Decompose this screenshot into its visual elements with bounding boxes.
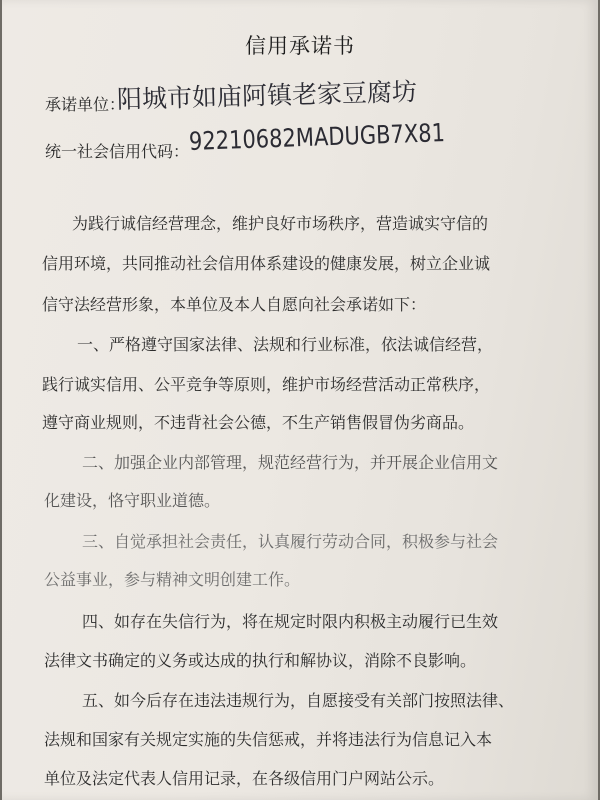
item-2-line-1: 二、加强企业内部管理，规范经营行为，并开展企业信用文 — [82, 453, 499, 472]
item-4-line-1: 四、如存在失信行为，将在规定时限内积极主动履行已生效 — [82, 612, 499, 631]
intro-line-2: 信用环境，共同推动社会信用体系建设的健康发展，树立企业诚 — [42, 254, 491, 273]
document-title: 信用承诺书 — [245, 34, 355, 58]
item-1-line-1: 一、严格遵守国家法律、法规和行业标准，依法诚信经营， — [77, 335, 494, 354]
unit-name-handwritten: 阳城市如庙阿镇老家豆腐坊 — [116, 77, 418, 114]
credit-code-label: 统一社会信用代码： — [45, 142, 190, 161]
item-1-line-3: 遵守商业规则，不违背社会公德，不生产销售假冒伪劣商品。 — [42, 413, 475, 432]
intro-line-3: 信守法经营形象，本单位及本人自愿向社会承诺如下： — [42, 295, 427, 314]
credit-code-handwritten: 92210682MADUGB7X81 — [188, 118, 446, 156]
item-4-line-2: 法律文书确定的义务或达成的执行和解协议，消除不良影响。 — [44, 651, 477, 670]
document-page — [2, 0, 598, 800]
item-5-line-2: 法规和国家有关规定实施的失信惩戒，并将违法行为信息记入本 — [44, 730, 493, 749]
item-5-line-3: 单位及法定代表人信用记录，在各级信用门户网站公示。 — [44, 769, 445, 788]
item-1-line-2: 践行诚实信用、公平竞争等原则，维护市场经营活动正常秩序， — [42, 375, 491, 394]
intro-line-1: 为践行诚信经营理念，维护良好市场秩序，营造诚实守信的 — [72, 214, 489, 233]
item-3-line-2: 公益事业，参与精神文明创建工作。 — [44, 570, 301, 589]
item-2-line-2: 化建设，恪守职业道德。 — [44, 491, 221, 510]
unit-label: 承诺单位： — [45, 95, 126, 114]
item-5-line-1: 五、如今后存在违法违规行为，自愿接受有关部门按照法律、 — [82, 691, 515, 710]
item-3-line-1: 三、自觉承担社会责任，认真履行劳动合同，积极参与社会 — [82, 532, 499, 551]
